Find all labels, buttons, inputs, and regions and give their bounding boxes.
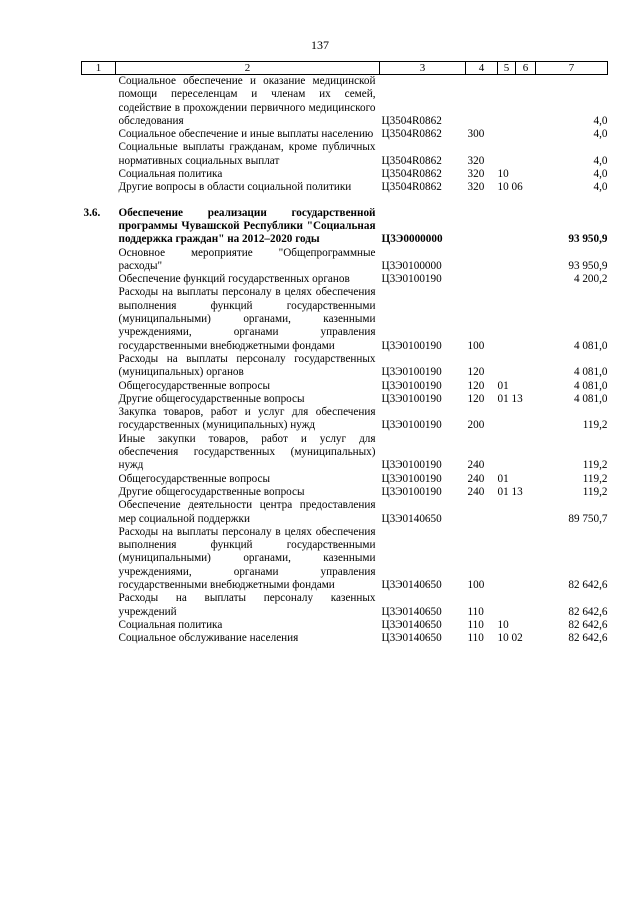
header-cell-3: 3 (380, 62, 466, 75)
row-expense-type-cell: 320 (467, 154, 485, 167)
row-number-cell (82, 526, 116, 592)
row-expense-type-cell: 100 (467, 578, 485, 591)
row-number-cell (82, 380, 116, 393)
row-section-cell (498, 433, 536, 473)
row-number-cell (82, 632, 116, 645)
row-number-cell (82, 499, 116, 526)
spacer-row (82, 195, 608, 207)
row-sum-cell: 4 081,0 (573, 392, 608, 405)
row-sum-cell: 4 200,2 (573, 273, 608, 286)
row-expense-type-cell (466, 247, 498, 274)
row-name-cell: Социальное обеспечение и оказание медицинской помощи переселенцам и членам их семей, содействие в прохождении первичного медицинского обследования (118, 75, 376, 127)
row-name-cell: Иные закупки товаров, работ и услуг для обеспечения государственных (муниципальных) нужд (118, 432, 376, 472)
row-name-cell: Расходы на выплаты персоналу государственных (муниципальных) органов (118, 352, 376, 379)
row-code-cell: Ц3504R0862 (381, 168, 442, 181)
table-row (82, 406, 608, 433)
header-row (82, 62, 608, 75)
row-number-cell (82, 592, 116, 619)
table-row (82, 273, 608, 286)
row-code-cell: Ц3Э0100190 (381, 392, 442, 405)
row-sum-cell: 82 642,6 (568, 618, 608, 631)
row-code-cell: Ц3Э0140650 (381, 578, 442, 591)
table-body (82, 75, 608, 646)
row-section-cell (498, 286, 536, 352)
row-name-cell: Обеспечение функций государственных органов (118, 273, 350, 286)
row-name-cell: Социальное обеспечение и иные выплаты населению (118, 128, 374, 141)
table-row (82, 632, 608, 645)
row-expense-type-cell: 100 (467, 339, 485, 352)
row-expense-type-cell: 320 (467, 168, 485, 181)
row-name-cell: Закупка товаров, работ и услуг для обеспечения государственных (муниципальных) нужд (118, 406, 376, 432)
table-row (82, 619, 608, 632)
row-code-cell: Ц3504R0862 (381, 128, 442, 141)
row-section-cell (498, 207, 536, 247)
row-name-cell: Обеспечение реализации государственной программы Чувашской Республики "Социальная поддержка граждан" на 2012–2020 годы (118, 206, 376, 246)
row-sum-cell: 93 950,9 (568, 233, 608, 246)
row-code-cell: Ц3Э0140650 (381, 605, 442, 618)
row-expense-type-cell (466, 273, 498, 286)
row-expense-type-cell: 240 (467, 459, 485, 472)
row-number-cell (82, 353, 116, 380)
row-name-cell: Другие общегосударственные вопросы (118, 485, 305, 498)
row-code-cell: Ц3Э0100190 (381, 273, 442, 286)
row-section-cell (498, 128, 536, 141)
budget-table (81, 61, 608, 645)
row-code-cell: Ц3504R0862 (381, 114, 442, 127)
row-section-cell: 10 (497, 618, 509, 631)
table-row (82, 168, 608, 181)
row-code-cell: Ц3504R0862 (381, 181, 442, 194)
row-name-cell: Обеспечение деятельности центра предоставления мер социальной поддержки (118, 499, 376, 525)
row-section-cell: 01 13 (497, 485, 523, 498)
row-name-cell: Другие вопросы в области социальной политики (118, 181, 352, 194)
row-number-cell (82, 141, 116, 168)
row-sum-cell: 82 642,6 (568, 578, 608, 591)
row-sum-cell: 119,2 (582, 459, 608, 472)
row-name-cell: Расходы на выплаты персоналу в целях обеспечения выполнения функций государственными (муниципальными) органами, казенными учреждениями, органами управления государственными внебюджетными фондами (118, 525, 376, 591)
row-expense-type-cell: 120 (467, 392, 485, 405)
row-sum-cell: 4,0 (593, 181, 608, 194)
row-name-cell: Общегосударственные вопросы (118, 379, 271, 392)
table-header (82, 62, 608, 75)
row-expense-type-cell: 240 (467, 472, 485, 485)
row-code-cell: Ц3Э0100190 (381, 379, 442, 392)
row-number-cell (82, 75, 116, 129)
row-sum-cell: 4,0 (593, 154, 608, 167)
table-row (82, 526, 608, 592)
row-code-cell: Ц3504R0862 (381, 154, 442, 167)
row-section-cell (498, 273, 536, 286)
row-code-cell: Ц3Э0100190 (381, 339, 442, 352)
row-section-cell: 01 13 (497, 392, 523, 405)
row-code-cell: Ц3Э0100190 (381, 485, 442, 498)
header-cell-1: 1 (82, 62, 116, 75)
row-section-cell (498, 406, 536, 433)
row-section-cell (498, 247, 536, 274)
row-name-cell: Основное мероприятие "Общепрограммные расходы" (118, 246, 376, 272)
row-expense-type-cell: 120 (467, 379, 485, 392)
row-code-cell: Ц3Э0140650 (381, 512, 442, 525)
row-expense-type-cell: 110 (467, 618, 484, 631)
table-row (82, 486, 608, 499)
row-name-cell: Расходы на выплаты персоналу в целях обеспечения выполнения функций государственными (муниципальными) органами, казенными учреждениями, органами управления государственными внебюджетными фондами (118, 286, 376, 352)
row-section-cell: 10 02 (497, 632, 523, 645)
table-row (82, 286, 608, 352)
row-number-cell (82, 619, 116, 632)
row-name-cell: Общегосударственные вопросы (118, 472, 271, 485)
table-row (82, 433, 608, 473)
row-number-cell (82, 247, 116, 274)
row-expense-type-cell: 320 (467, 181, 485, 194)
row-sum-cell: 82 642,6 (568, 632, 608, 645)
row-expense-type-cell: 110 (467, 605, 484, 618)
row-sum-cell: 119,2 (582, 419, 608, 432)
row-expense-type-cell (466, 207, 498, 247)
row-name-cell: Социальная политика (118, 168, 223, 181)
row-code-cell: Ц3Э0100000 (381, 259, 442, 272)
row-expense-type-cell (466, 499, 498, 526)
header-cell-5: 5 (498, 62, 516, 75)
row-expense-type-cell: 120 (467, 366, 485, 379)
row-number-cell (82, 273, 116, 286)
row-number-cell (82, 406, 116, 433)
row-code-cell: Ц3Э0100190 (381, 472, 442, 485)
row-number-cell (82, 473, 116, 486)
row-code-cell: Ц3Э0000000 (381, 233, 443, 246)
row-code-cell: Ц3Э0100190 (381, 419, 442, 432)
row-section-cell (498, 526, 536, 592)
row-name-cell: Социальная политика (118, 618, 223, 631)
row-expense-type-cell: 240 (467, 485, 485, 498)
table-row (82, 592, 608, 619)
row-number-cell: 3.6. (83, 206, 101, 219)
table-row (82, 393, 608, 406)
row-section-cell (498, 592, 536, 619)
table-row (82, 141, 608, 168)
row-code-cell: Ц3Э0100190 (381, 366, 442, 379)
row-name-cell: Социальное обслуживание населения (118, 632, 299, 645)
row-section-cell (498, 141, 536, 168)
row-number-cell (82, 393, 116, 406)
table-row (82, 473, 608, 486)
row-sum-cell: 4,0 (593, 114, 608, 127)
header-cell-2: 2 (116, 62, 380, 75)
row-expense-type-cell (466, 75, 498, 129)
header-cell-6: 6 (516, 62, 536, 75)
row-name-cell: Социальные выплаты гражданам, кроме публичных нормативных социальных выплат (118, 141, 376, 167)
table-row (82, 499, 608, 526)
table-row (82, 353, 608, 380)
row-sum-cell: 93 950,9 (568, 259, 608, 272)
row-sum-cell: 4 081,0 (573, 366, 608, 379)
row-sum-cell: 82 642,6 (568, 605, 608, 618)
row-section-cell (498, 353, 536, 380)
spacer-cell (82, 195, 536, 207)
row-section-cell: 01 (497, 379, 509, 392)
header-cell-4: 4 (466, 62, 498, 75)
table-row (82, 75, 608, 129)
row-name-cell: Другие общегосударственные вопросы (118, 392, 305, 405)
row-sum-cell: 4 081,0 (573, 339, 608, 352)
table-row (82, 128, 608, 141)
row-number-cell (82, 168, 116, 181)
row-name-cell: Расходы на выплаты персоналу казенных учреждений (118, 592, 376, 618)
table-row (82, 247, 608, 274)
row-sum-cell: 4,0 (593, 128, 608, 141)
table-row (82, 380, 608, 393)
row-section-cell: 10 (497, 168, 509, 181)
page-number: 137 (311, 38, 329, 52)
row-sum-cell: 4,0 (593, 168, 608, 181)
row-number-cell (82, 286, 116, 352)
row-expense-type-cell: 300 (467, 128, 485, 141)
row-section-cell (498, 499, 536, 526)
row-expense-type-cell: 200 (467, 419, 485, 432)
table-row (82, 207, 608, 247)
header-cell-7: 7 (536, 62, 608, 75)
row-code-cell: Ц3Э0140650 (381, 632, 442, 645)
row-sum-cell: 4 081,0 (573, 379, 608, 392)
row-section-cell: 10 06 (497, 181, 523, 194)
row-sum-cell: 89 750,7 (568, 512, 608, 525)
row-code-cell: Ц3Э0100190 (381, 459, 442, 472)
row-section-cell: 01 (497, 472, 509, 485)
row-number-cell (82, 128, 116, 141)
row-number-cell (82, 433, 116, 473)
row-number-cell (82, 486, 116, 499)
row-sum-cell: 119,2 (582, 472, 608, 485)
row-sum-cell: 119,2 (582, 485, 608, 498)
row-code-cell: Ц3Э0140650 (381, 618, 442, 631)
row-section-cell (498, 75, 536, 129)
row-expense-type-cell: 110 (467, 632, 484, 645)
row-number-cell (82, 181, 116, 194)
table-row (82, 181, 608, 194)
